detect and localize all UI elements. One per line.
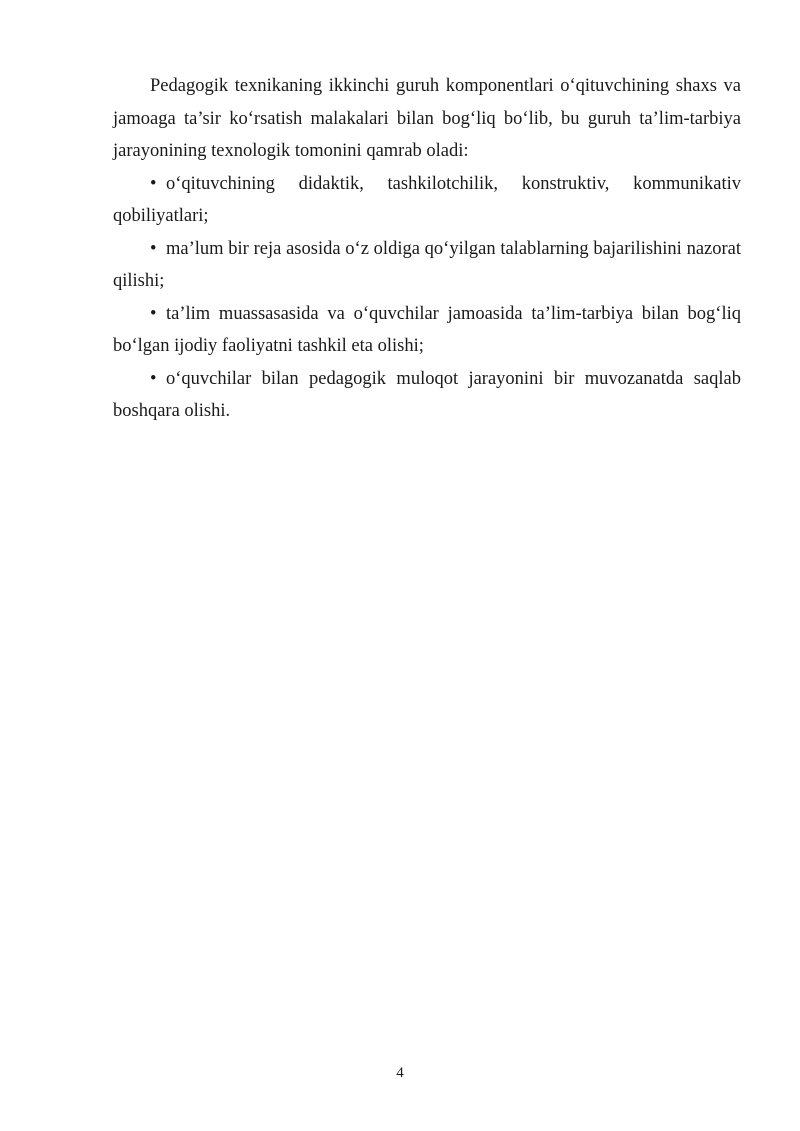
- list-item: [113, 233, 741, 298]
- list-item-text: o‘quvchilar bilan pedagogik muloqot jarayonini bir muvozanatda saqlab boshqara olishi.: [113, 368, 741, 421]
- intro-paragraph: Pedagogik texnikaning ikkinchi guruh komponentlari o‘qituvchining shaxs va jamoaga ta’sir ko‘rsatish malakalari bilan bog‘liq bo‘lib, bu guruh ta’lim-tarbiya jarayonining texnologik tomonini qamrab oladi:: [113, 76, 741, 161]
- document-body: [113, 70, 741, 428]
- list-item: [113, 168, 741, 233]
- bullet-icon: •: [150, 238, 157, 259]
- list-item: [113, 363, 741, 428]
- list-item-text: ma’lum bir reja asosida o‘z oldiga qo‘yilgan talablarning bajarilishini nazorat qilishi;: [113, 238, 741, 291]
- list-item: [113, 298, 741, 363]
- bullet-icon: •: [150, 368, 157, 389]
- bullet-icon: •: [150, 303, 157, 324]
- list-item-text: o‘qituvchining didaktik, tashkilotchilik, konstruktiv, kommunikativ qobiliyatlari;: [113, 173, 741, 226]
- page-number: 4: [396, 1065, 404, 1081]
- bullet-icon: •: [150, 173, 157, 194]
- list-item-text: ta’lim muassasasida va o‘quvchilar jamoasida ta’lim-tarbiya bilan bog‘liq bo‘lgan ijodiy faoliyatni tashkil eta olishi;: [113, 303, 741, 356]
